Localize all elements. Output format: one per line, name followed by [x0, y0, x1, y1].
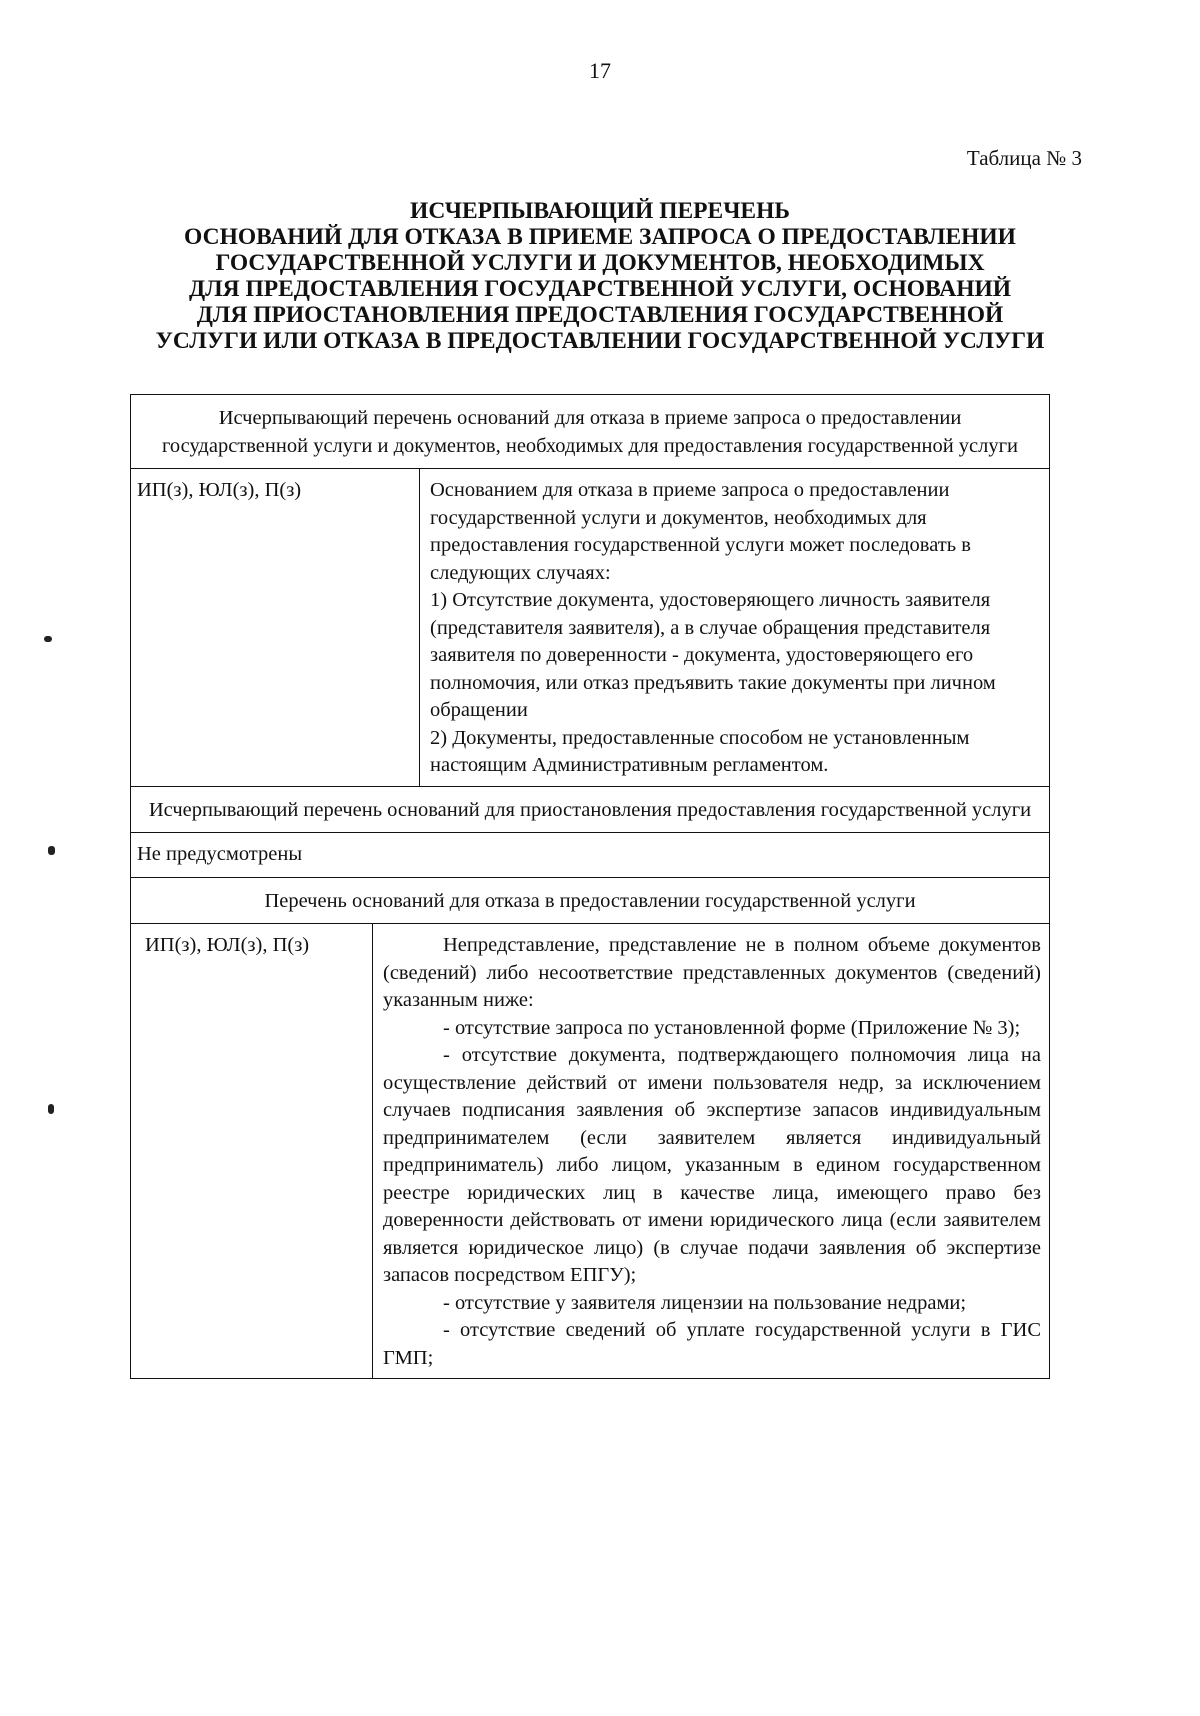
document-title — [100, 198, 1100, 354]
table-row — [131, 923, 1049, 1378]
title-line: ОСНОВАНИЙ ДЛЯ ОТКАЗА В ПРИЕМЕ ЗАПРОСА О ПРЕДОСТАВЛЕНИИ — [184, 224, 1016, 250]
scan-speck — [44, 636, 52, 642]
table-label: Таблица № 3 — [966, 146, 1082, 170]
scan-speck — [48, 846, 55, 855]
title-line: ДЛЯ ПРИОСТАНОВЛЕНИЯ ПРЕДОСТАВЛЕНИЯ ГОСУДАРСТВЕННОЙ — [196, 302, 1004, 328]
section-header-suspension: Исчерпывающий перечень оснований для приостановления предоставления государственной услуги — [131, 786, 1049, 833]
grounds-text: Основанием для отказа в приеме запроса о предоставлении государственной услуги и документов, необходимых для предоставления государственной услуги может последовать в следующих случаях: — [430, 479, 971, 584]
grounds-text: - отсутствие у заявителя лицензии на пользование недрами; — [443, 1291, 967, 1314]
grounds-text: - отсутствие сведений об уплате государственной услуги в ГИС ГМП; — [383, 1319, 1041, 1369]
grounds-text: 1) Отсутствие документа, удостоверяющего личность заявителя (представителя заявителя), а в случае обращения представителя заявителя по доверенности - документа, удостоверяющего его полномочия, или отказ предъявить такие документы при личном обращении — [430, 589, 996, 721]
section-header-refusal-service: Перечень оснований для отказа в предоставлении государственной услуги — [131, 877, 1049, 924]
applicants-cell: ИП(з), ЮЛ(з), П(з) — [137, 479, 302, 501]
title-line: ИСЧЕРПЫВАЮЩИЙ ПЕРЕЧЕНЬ — [410, 198, 790, 224]
grounds-text: 2) Документы, предоставленные способом не установленным настоящим Административным регламентом. — [430, 726, 970, 776]
grounds-text: - отсутствие документа, подтверждающего полномочия лица на осуществление действий от имени пользователя недр, за исключением случаев подписания заявления об экспертизе запасов индивидуальным предпринимателем (если заявителем является индивидуальный предприниматель) либо лицом, указанным в едином государственном реестре юридических лиц в качестве лица, имеющего право без доверенности действовать от имени юридического лица (если заявителем является юридическое лицо) (в случае подачи заявления об экспертизе запасов посредством ЕПГУ); — [383, 1044, 1041, 1286]
section-header-refusal-acceptance: Исчерпывающий перечень оснований для отказа в приеме запроса о предоставлении государственной услуги и документов, необходимых для предоставления государственной услуги — [161, 407, 1019, 457]
suspension-value: Не предусмотрены — [131, 832, 1049, 877]
grounds-cell — [372, 924, 1049, 1378]
grounds-text: - отсутствие запроса по установленной форме (Приложение № 3); — [443, 1016, 1021, 1039]
grounds-table — [130, 394, 1050, 1379]
title-line: ГОСУДАРСТВЕННОЙ УСЛУГИ И ДОКУМЕНТОВ, НЕОБХОДИМЫХ — [215, 250, 985, 276]
title-line: УСЛУГИ ИЛИ ОТКАЗА В ПРЕДОСТАВЛЕНИИ ГОСУДАРСТВЕННОЙ УСЛУГИ — [155, 328, 1045, 354]
page-number: 17 — [589, 58, 611, 83]
applicants-cell: ИП(з), ЮЛ(з), П(з) — [145, 934, 310, 956]
table-row — [131, 468, 1049, 786]
title-line: ДЛЯ ПРЕДОСТАВЛЕНИЯ ГОСУДАРСТВЕННОЙ УСЛУГИ, ОСНОВАНИЙ — [188, 276, 1012, 302]
grounds-cell — [419, 469, 1049, 786]
grounds-text: Непредставление, представление не в полном объеме документов (сведений) либо несоответствие представленных документов (сведений) указанным ниже: — [383, 934, 1041, 1011]
scan-speck — [48, 1104, 54, 1114]
